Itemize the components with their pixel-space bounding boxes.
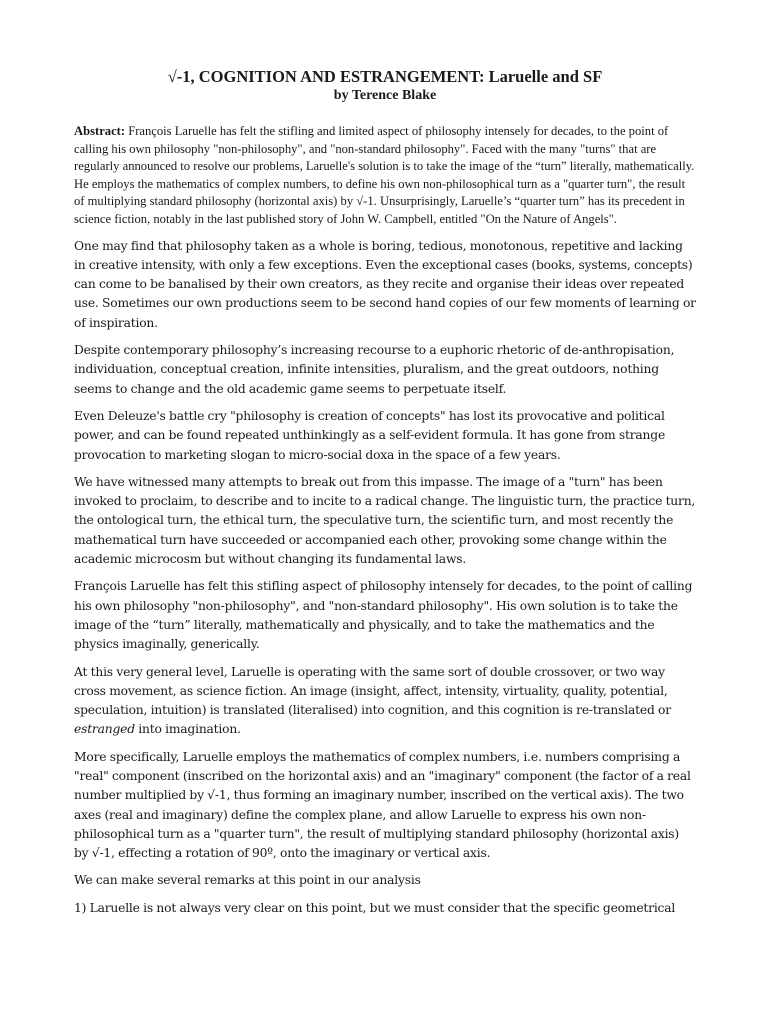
estranged-emphasis: estranged bbox=[74, 722, 135, 737]
abstract-text: François Laruelle has felt the stifling and limited aspect of philosophy intensely for decades, to the point of calling his own philosophy "non-philosophy", and "non-standard philosophy". Faced with the many "turns" that are regularly announced to resolve our problems, Laruelle's solution is to take the image of the “turn” literally, mathematically. He employs the mathematics of complex numbers, to define his own non-philosophical turn as a "quarter turn", the result of multiplying standard philosophy (horizontal axis) by √-1. Unsurprisingly, Laruelle’s “quarter turn” has its precedent in science fiction, notably in the last published story of John W. Campbell, entitled "On the Nature of Angels". bbox=[74, 124, 695, 226]
author-byline: by Terence Blake bbox=[333, 88, 437, 103]
document-page bbox=[74, 66, 696, 926]
paragraph-7: More specifically, Laruelle employs the mathematics of complex numbers, i.e. numbers comprising a "real" component (inscribed on the horizontal axis) and an "imaginary" component (the factor of a real number multiplied by √-1, thus forming an imaginary number, inscribed on the vertical axis). The two axes (real and imaginary) define the complex plane, and allow Laruelle to express his own non-philosophical turn as a "quarter turn", the result of multiplying standard philosophy (horizontal axis) by √-1, effecting a rotation of 90º, onto the imaginary or vertical axis. bbox=[74, 749, 691, 861]
paragraph-6-after: into imagination. bbox=[134, 722, 241, 737]
paragraph-3: Even Deleuze's battle cry "philosophy is creation of concepts" has lost its provocative and political power, and can be found repeated unthinkingly as a self-evident formula. It has gone from strange provocation to marketing slogan to micro-social doxa in the space of a few years. bbox=[74, 408, 666, 462]
abstract-label: Abstract: bbox=[74, 124, 126, 138]
paragraph-6-before: At this very general level, Laruelle is operating with the same sort of double crossover, or two way cross movement, as science fiction. An image (insight, affect, intensity, virtuality, quality, potential, speculation, intuition) is translated (literalised) into cognition, and this cognition is re-translated or bbox=[74, 664, 671, 718]
paragraph-8: We can make several remarks at this point in our analysis bbox=[74, 873, 421, 888]
paragraph-4: We have witnessed many attempts to break out from this impasse. The image of a "turn" has been invoked to proclaim, to describe and to incite to a radical change. The linguistic turn, the practice turn, the ontological turn, the ethical turn, the speculative turn, the scientific turn, and most recently the mathematical turn have succeeded or accompanied each other, provoking some change within the academic microcosm but without changing its fundamental laws. bbox=[74, 474, 696, 567]
document-title: √-1, COGNITION AND ESTRANGEMENT: Laruelle and SF bbox=[167, 67, 603, 86]
paragraph-9: 1) Laruelle is not always very clear on this point, but we must consider that the specific geometrical bbox=[74, 900, 676, 915]
paragraph-1: One may find that philosophy taken as a whole is boring, tedious, monotonous, repetitive and lacking in creative intensity, with only a few exceptions. Even the exceptional cases (books, systems, concepts) can come to be banalised by their own creators, as they recite and organise their ideas over repeated use. Sometimes our own productions seem to be second hand copies of our few moments of learning or of inspiration. bbox=[74, 238, 696, 330]
paragraph-2: Despite contemporary philosophy’s increasing recourse to a euphoric rhetoric of de-anthropisation, individuation, conceptual creation, infinite intensities, pluralism, and the great outdoors, nothing seems to change and the old academic game seems to perpetuate itself. bbox=[74, 343, 675, 396]
paragraph-6 bbox=[74, 663, 696, 740]
paragraph-5: François Laruelle has felt this stifling aspect of philosophy intensely for decades, to the point of calling his own philosophy "non-philosophy", and "non-standard philosophy". His own solution is to take the image of the “turn” literally, mathematically and physically, and to take the mathematics and the physics imaginally, generically. bbox=[74, 579, 693, 652]
abstract bbox=[74, 123, 696, 229]
